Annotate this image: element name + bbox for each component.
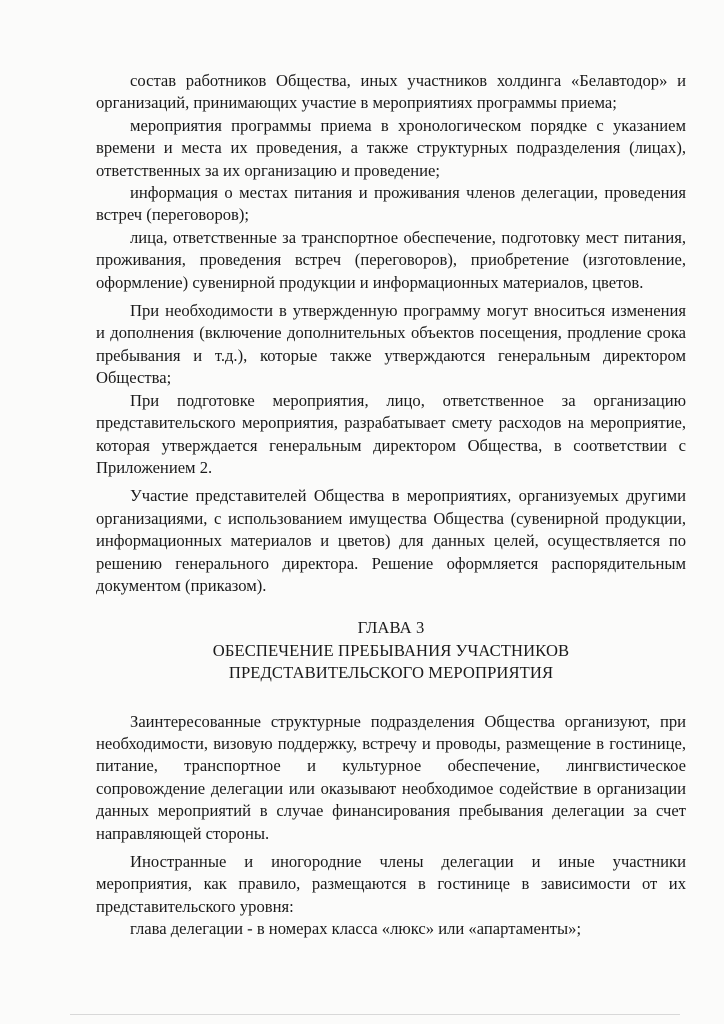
paragraph-delegation-head: глава делегации - в номерах класса «люкс» или «апартаменты»; bbox=[130, 919, 582, 939]
chapter-title-line-1: ОБЕСПЕЧЕНИЕ ПРЕБЫВАНИЯ УЧАСТНИКОВ bbox=[212, 640, 570, 660]
paragraph-hotel-accommodation: Иностранные и иногородние члены делегации и иные участники мероприятия, как правило, размещаются в гостинице в зависимости от их представительского уровня: bbox=[96, 852, 686, 916]
spacer bbox=[96, 685, 686, 711]
paragraph-program-changes: При необходимости в утвержденную программу могут вноситься изменения и дополнения (включение дополнительных объектов посещения, продление срока пребывания и т.д.), которые также утверждаются генеральным директором Общества; bbox=[96, 301, 686, 388]
chapter-number: ГЛАВА 3 bbox=[357, 618, 425, 638]
paragraph-staff-composition: состав работников Общества, иных участников холдинга «Белавтодор» и организаций, принимающих участие в мероприятиях программы приема; bbox=[96, 71, 686, 113]
document-body bbox=[96, 70, 686, 941]
paragraph-meals-lodging: информация о местах питания и проживания членов делегации, проведения встреч (переговоров); bbox=[96, 183, 686, 225]
page-bottom-edge bbox=[70, 1014, 680, 1015]
paragraph-external-events: Участие представителей Общества в мероприятиях, организуемых другими организациями, с использованием имущества Общества (сувенирной продукции, информационных материалов и цветов) для данных целей, осуществляется по решению генерального директора. Решение оформляется распорядительным документом (приказом). bbox=[96, 486, 686, 595]
chapter-title-line-2: ПРЕДСТАВИТЕЛЬСКОГО МЕРОПРИЯТИЯ bbox=[228, 663, 554, 683]
spacer bbox=[96, 597, 686, 617]
paragraph-program-events: мероприятия программы приема в хронологическом порядке с указанием времени и места их проведения, а также структурных подразделения (лицах), ответственных за их организацию и проведение; bbox=[96, 115, 686, 180]
paragraph-responsible-persons: лица, ответственные за транспортное обеспечение, подготовку мест питания, проживания, проведения встреч (переговоров), приобретение (изготовление, оформление) сувенирной продукции и информационных материалов, цветов. bbox=[96, 227, 686, 292]
paragraph-departments-organize: Заинтересованные структурные подразделения Общества организуют, при необходимости, визовую поддержку, встречу и проводы, размещение в гостинице, питание, транспортное и культурное обеспечение, лингвистическое сопровождение делегации или оказывают необходимое содействие в организации данных мероприятий в случае финансирования пребывания делегации за счет направляющей стороны. bbox=[96, 711, 686, 843]
paragraph-cost-estimate: При подготовке мероприятия, лицо, ответственное за организацию представительского мероприятия, разрабатывает смету расходов на мероприятие, которая утверждается генеральным директором Общества, в соответствии с Приложением 2. bbox=[96, 390, 686, 477]
